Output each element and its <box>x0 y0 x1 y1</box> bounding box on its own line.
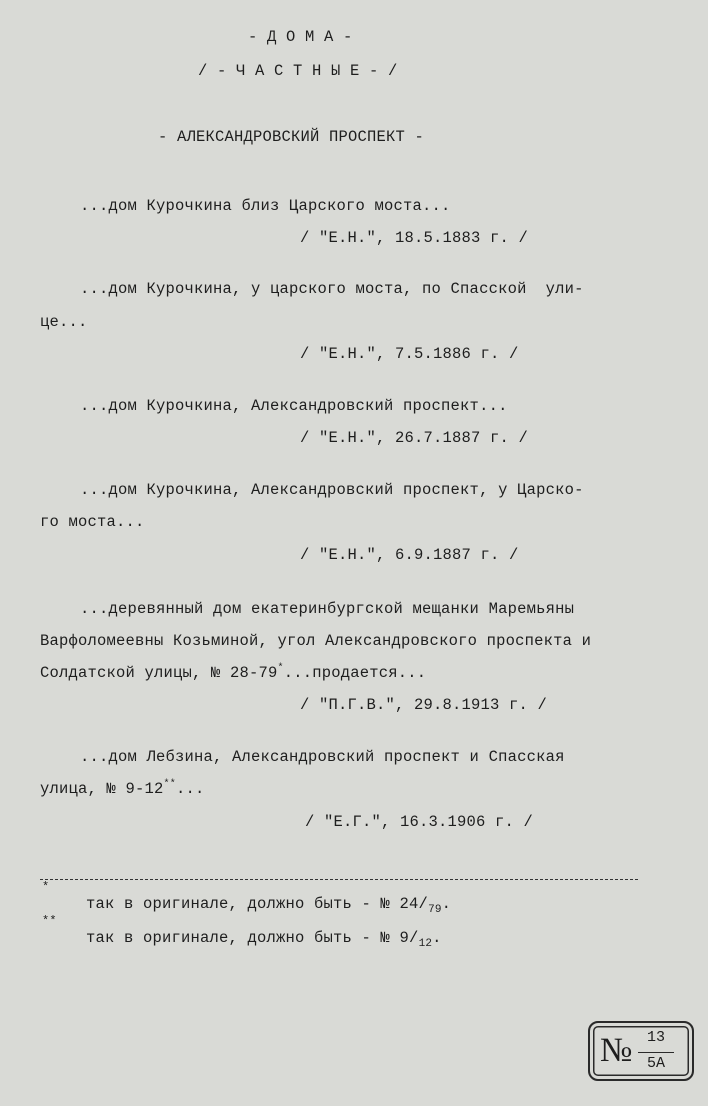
footnote-2-marker: ** <box>42 914 57 928</box>
entry-5-text-cont2 <box>40 664 426 682</box>
footnote-marker: ** <box>163 779 176 790</box>
entry-4-text: ...дом Курочкина, Александровский проспект, у Царско- <box>80 481 584 499</box>
footnote-2-subscript: 12 <box>418 938 433 950</box>
stamp-bottom-number: 5А <box>638 1052 674 1072</box>
entry-6-tail: ... <box>175 780 205 798</box>
entry-4-text-cont: го моста... <box>40 513 145 531</box>
footnote-2-text <box>86 929 442 950</box>
entry-6-address: улица, № 9-12 <box>40 780 164 798</box>
entry-6-text: ...дом Лебзина, Александровский проспект и Спасская <box>80 748 565 766</box>
footnote-1-text <box>86 895 452 916</box>
page-subtitle: / - Ч А С Т Н Ы Е - / <box>198 62 398 80</box>
entry-2-text: ...дом Курочкина, у царского моста, по Спасской ули- <box>80 280 584 298</box>
footnote-marker: * <box>277 663 284 674</box>
footnote-2-body: так в оригинале, должно быть - № 9/ <box>86 929 419 947</box>
entry-3-citation: / "Е.Н.", 26.7.1887 г. / <box>300 429 529 447</box>
number-sign: № <box>600 1032 633 1069</box>
footnote-1-body: так в оригинале, должно быть - № 24/ <box>86 895 429 913</box>
entry-4-citation: / "Е.Н.", 6.9.1887 г. / <box>300 546 519 564</box>
entry-1-text: ...дом Курочкина близ Царского моста... <box>80 197 451 215</box>
footnote-2-end: . <box>432 929 442 947</box>
footnote-1-marker: * <box>42 880 50 894</box>
entry-6-citation: / "Е.Г.", 16.3.1906 г. / <box>305 813 534 831</box>
entry-5-tail: ...продается... <box>283 664 427 682</box>
entry-5-text: ...деревянный дом екатеринбургской мещанки Маремьяны <box>80 600 575 618</box>
entry-5-text-cont: Варфоломеевны Козьминой, угол Александровского проспекта и <box>40 632 592 650</box>
archive-stamp <box>588 1021 694 1081</box>
footnote-1-end: . <box>441 895 452 913</box>
entry-1-citation: / "Е.Н.", 18.5.1883 г. / <box>300 229 529 247</box>
entry-2-text-cont: це... <box>40 313 88 331</box>
entry-5-address: Солдатской улицы, № 28-79 <box>40 664 278 682</box>
entry-6-text-cont <box>40 780 204 798</box>
section-heading: - АЛЕКСАНДРОВСКИЙ ПРОСПЕКТ - <box>158 128 425 146</box>
entry-2-citation: / "Е.Н.", 7.5.1886 г. / <box>300 345 519 363</box>
entry-3-text: ...дом Курочкина, Александровский проспект... <box>80 397 508 415</box>
entry-5-citation: / "П.Г.В.", 29.8.1913 г. / <box>300 696 548 714</box>
footnote-divider <box>40 879 638 880</box>
footnote-1-subscript: 79 <box>428 904 442 916</box>
stamp-top-number: 13 <box>646 1029 665 1046</box>
page-title: - Д О М А - <box>248 28 353 46</box>
